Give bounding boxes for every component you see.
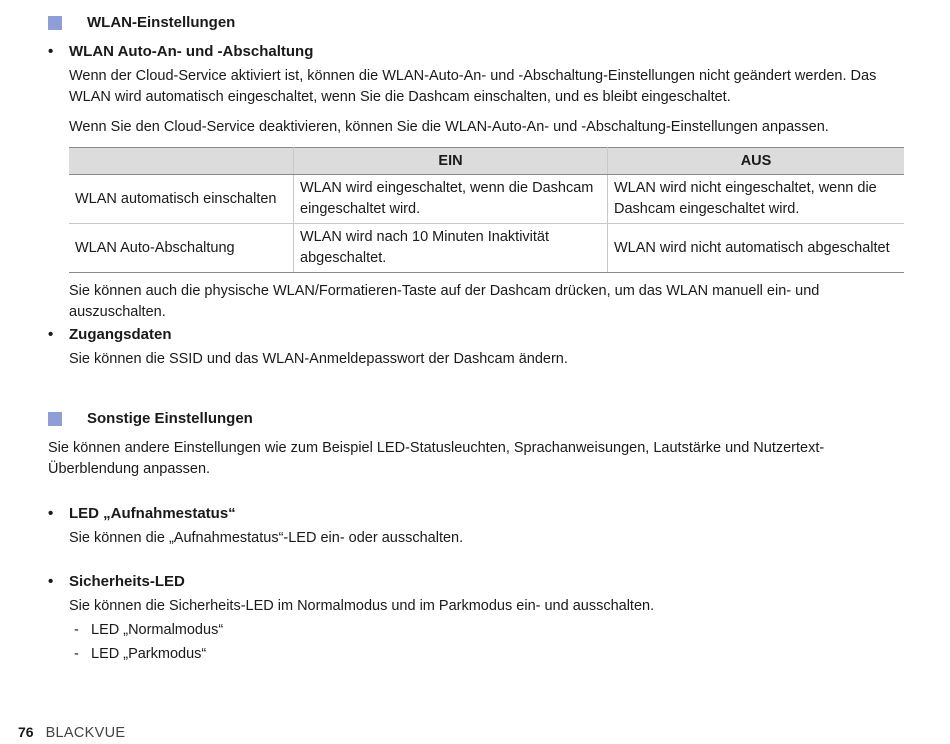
list-item-label: LED „Normalmodus“ <box>91 622 224 638</box>
dash-icon: - <box>74 622 79 638</box>
brand-label: BLACKVUE <box>45 725 126 741</box>
table-header-cell: AUS <box>608 148 905 175</box>
table-cell: WLAN wird nach 10 Minuten Inaktivität abgeschaltet. <box>294 224 608 273</box>
page-number: 76 <box>18 724 34 740</box>
credentials-heading <box>48 326 172 343</box>
led-record-title: LED „Aufnahmestatus“ <box>69 505 236 522</box>
bullet-icon: • <box>48 326 54 343</box>
page-footer <box>18 724 125 741</box>
wlan-auto-title: WLAN Auto-An- und -Abschaltung <box>69 43 314 60</box>
table-header-cell: EIN <box>294 148 608 175</box>
table-cell: WLAN wird nicht automatisch abgeschaltet <box>608 224 905 273</box>
wlan-section-title: WLAN-Einstellungen <box>87 14 236 31</box>
wlan-auto-paragraph-1: Wenn der Cloud-Service aktiviert ist, können die WLAN-Auto-An- und -Abschaltung-Einstellungen nicht geändert werden. Das WLAN wird automatisch eingeschaltet, wenn Sie die Dashcam einschalten, und es bleibt eingeschaltet. <box>69 68 877 105</box>
led-record-text: Sie können die „Aufnahmestatus“-LED ein- oder ausschalten. <box>69 530 464 546</box>
table-header-row <box>69 148 904 175</box>
list-item <box>74 620 223 641</box>
table-row <box>69 224 904 273</box>
wlan-section-heading <box>48 14 235 31</box>
section-square-icon <box>48 412 62 426</box>
wlan-auto-paragraph-3: Sie können auch die physische WLAN/Formatieren-Taste auf der Dashcam drücken, um das WLAN manuell ein- und auszuschalten. <box>69 283 820 320</box>
other-section-title: Sonstige Einstellungen <box>87 410 253 427</box>
security-led-heading <box>48 573 185 590</box>
led-record-heading <box>48 505 236 522</box>
security-led-text: Sie können die Sicherheits-LED im Normalmodus und im Parkmodus ein- und ausschalten. <box>69 598 655 614</box>
list-item-label: LED „Parkmodus“ <box>91 646 207 662</box>
bullet-icon: • <box>48 505 54 522</box>
list-item <box>74 644 206 665</box>
wlan-auto-heading <box>48 43 313 60</box>
table-row <box>69 175 904 224</box>
table-header-cell <box>69 148 294 175</box>
dash-icon: - <box>74 646 79 662</box>
table-cell: WLAN automatisch einschalten <box>69 175 294 224</box>
security-led-title: Sicherheits-LED <box>69 573 185 590</box>
section-square-icon <box>48 16 62 30</box>
other-section-intro: Sie können andere Einstellungen wie zum Beispiel LED-Statusleuchten, Sprachanweisungen, Lautstärke und Nutzertext-Überblendung anpassen. <box>48 440 825 477</box>
wlan-auto-paragraph-2: Wenn Sie den Cloud-Service deaktivieren, können Sie die WLAN-Auto-An- und -Abschaltung-Einstellungen anpassen. <box>69 119 829 135</box>
credentials-text: Sie können die SSID und das WLAN-Anmeldepasswort der Dashcam ändern. <box>69 351 568 367</box>
wlan-settings-table <box>69 147 904 273</box>
credentials-title: Zugangsdaten <box>69 326 172 343</box>
bullet-icon: • <box>48 43 54 60</box>
bullet-icon: • <box>48 573 54 590</box>
table-cell: WLAN Auto-Abschaltung <box>69 224 294 273</box>
table-cell: WLAN wird nicht eingeschaltet, wenn die Dashcam eingeschaltet wird. <box>608 175 905 224</box>
other-section-heading <box>48 410 253 427</box>
table-cell: WLAN wird eingeschaltet, wenn die Dashcam eingeschaltet wird. <box>294 175 608 224</box>
